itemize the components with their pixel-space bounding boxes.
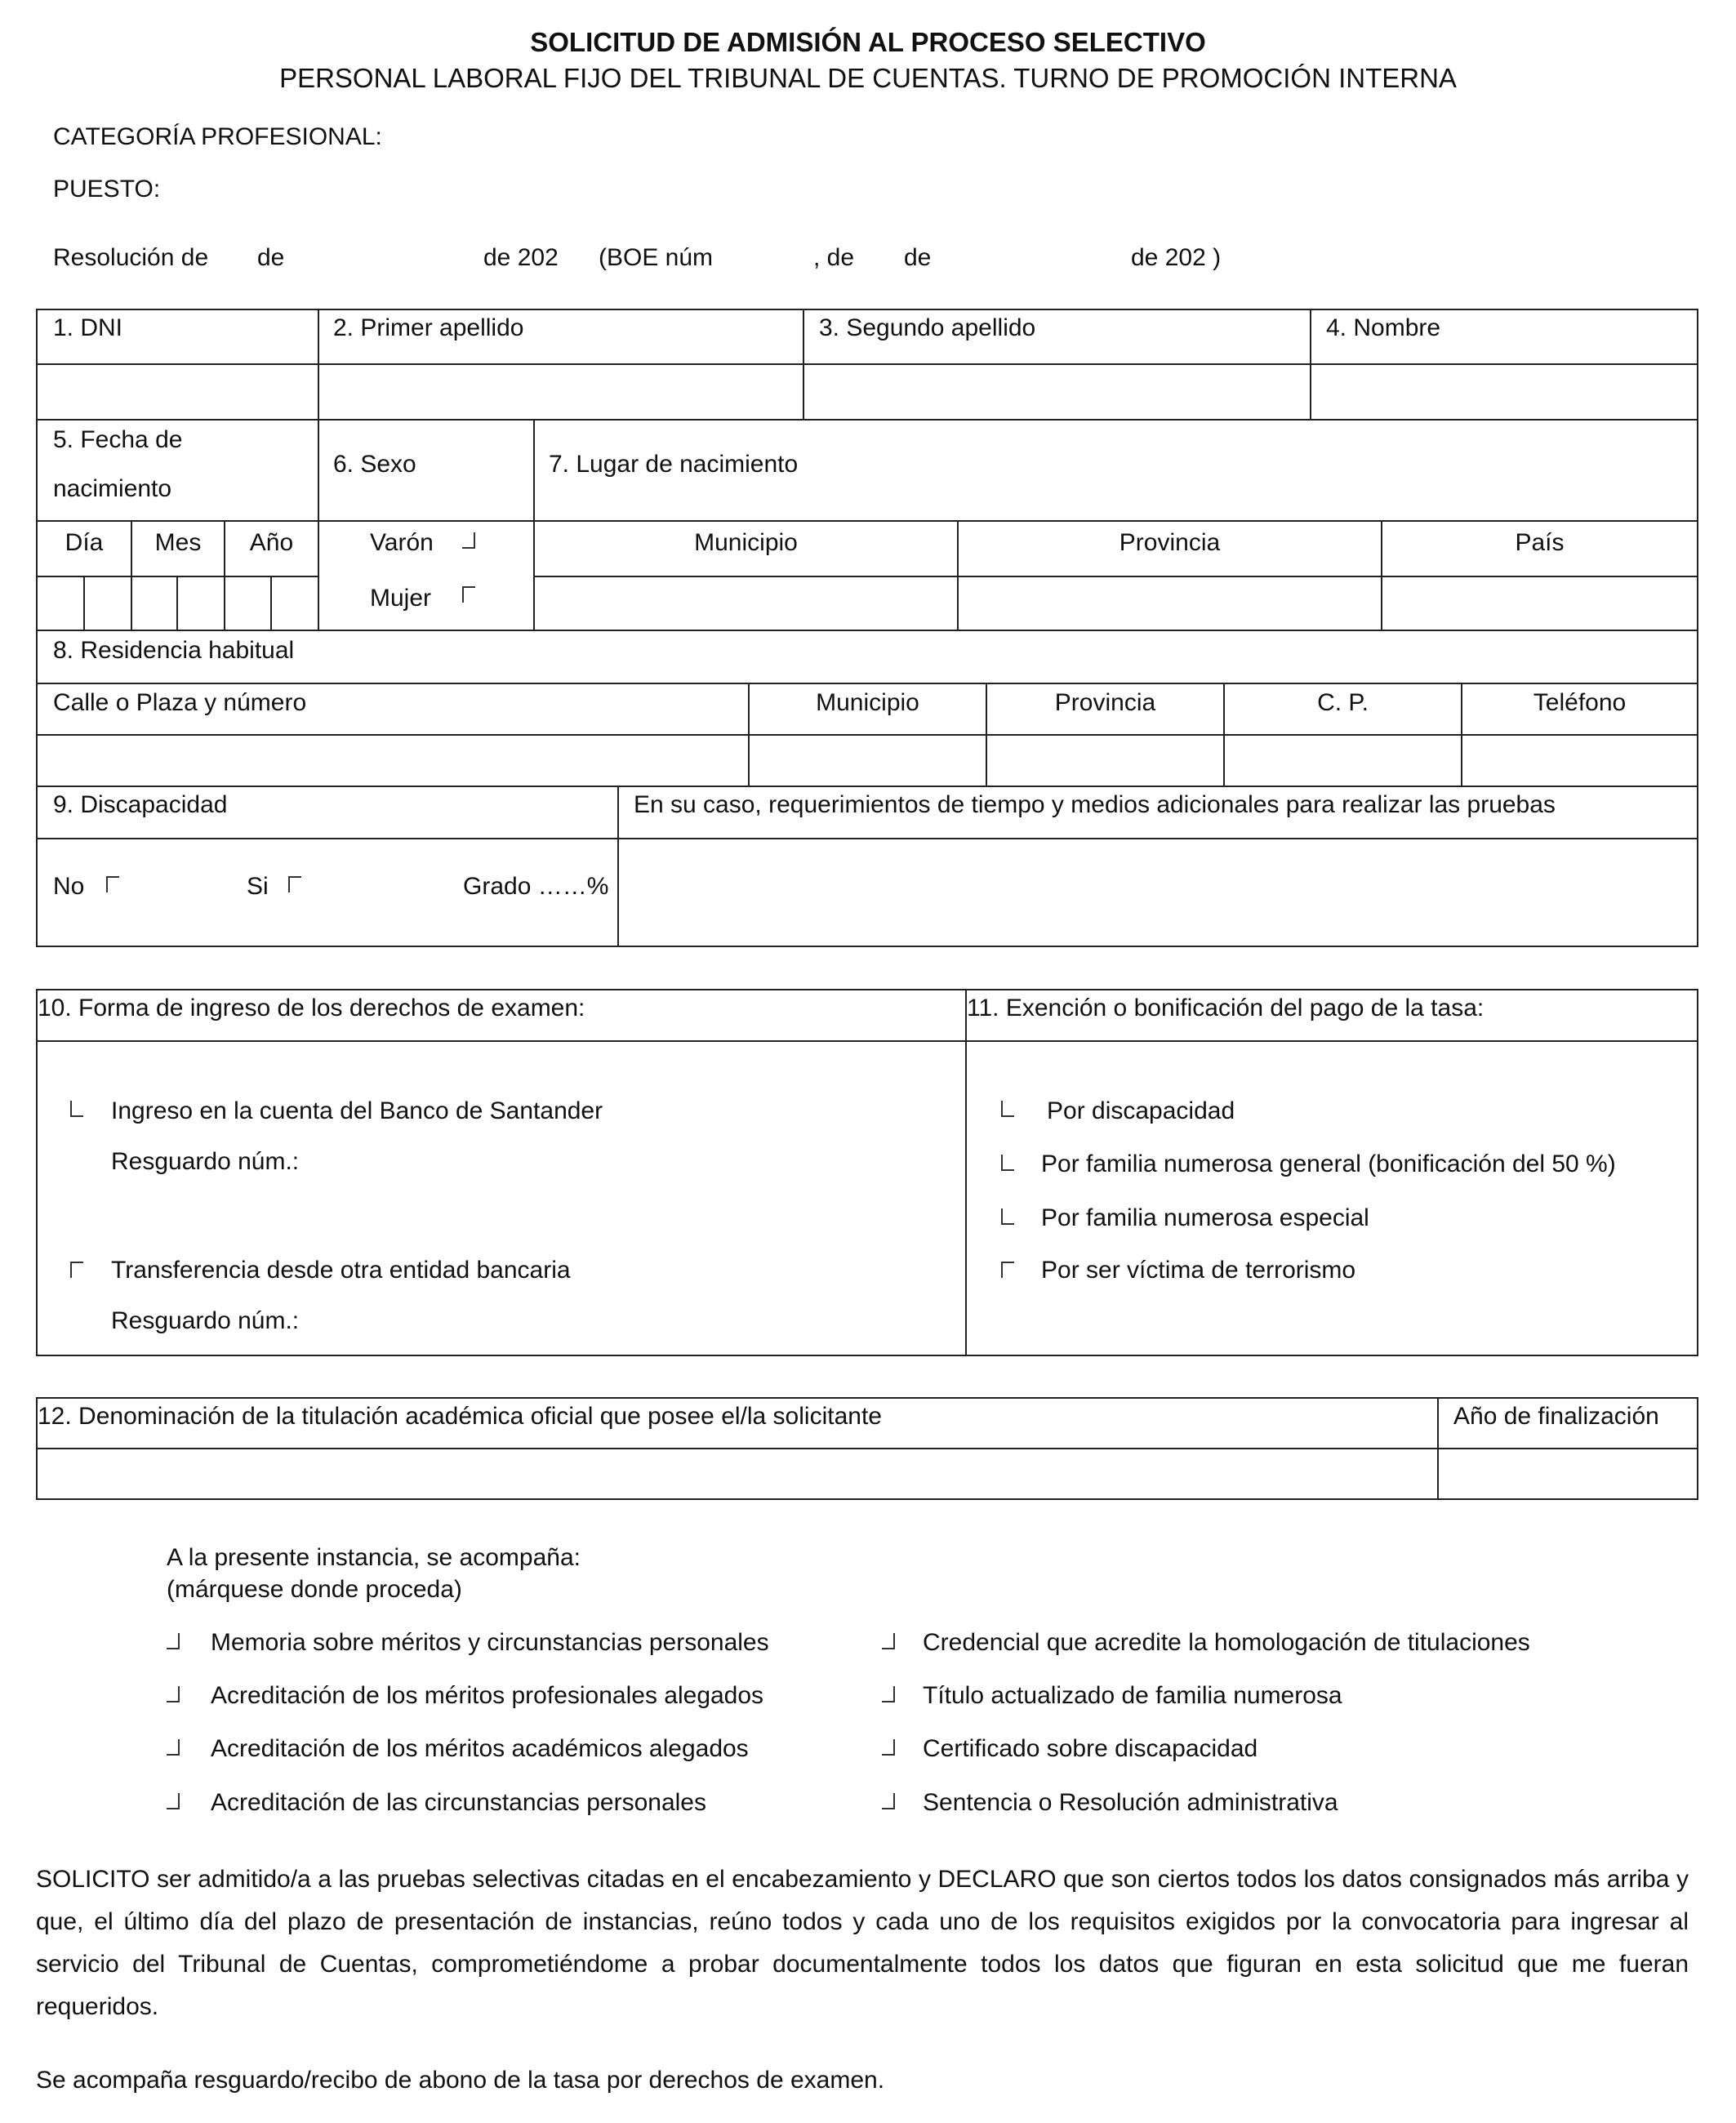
resolucion-text-4: (BOE núm — [599, 244, 714, 271]
res-municipio-field[interactable] — [750, 736, 986, 786]
dni-field[interactable] — [38, 365, 318, 419]
mujer-label: Mujer — [370, 585, 432, 612]
puesto-label: PUESTO: — [53, 176, 161, 203]
attach-familia-checkbox[interactable] — [882, 1686, 895, 1702]
fecha-label-2: nacimiento — [53, 475, 172, 502]
resolucion-text-2: de — [257, 244, 285, 271]
resolucion-text-3: de 202 — [483, 244, 559, 271]
fecha-label-1: 5. Fecha de — [53, 426, 183, 453]
attach-certificado-checkbox[interactable] — [882, 1739, 895, 1756]
attach-credencial-label: Credencial que acredite la homologación de titulaciones — [923, 1629, 1530, 1656]
no-label: No — [53, 873, 85, 900]
attach-academicos-label: Acreditación de los méritos académicos alegados — [211, 1735, 749, 1762]
calle-field[interactable] — [38, 736, 748, 786]
attach-sentencia-checkbox[interactable] — [882, 1793, 895, 1809]
nombre-field[interactable] — [1311, 365, 1697, 419]
si-checkbox[interactable] — [288, 876, 301, 892]
categoria-label: CATEGORÍA PROFESIONAL: — [53, 123, 382, 150]
exencion-label: 11. Exención o bonificación del pago de la tasa: — [967, 995, 1485, 1021]
attach-circunstancias-checkbox[interactable] — [167, 1793, 180, 1809]
titulacion-label: 12. Denominación de la titulación académica oficial que posee el/la solicitante — [38, 1403, 882, 1430]
attach-sentencia-label: Sentencia o Resolución administrativa — [923, 1789, 1338, 1816]
acompana-intro: A la presente instancia, se acompaña: — [167, 1544, 581, 1571]
ingreso-santander-checkbox[interactable] — [70, 1101, 83, 1117]
solicito-paragraph: SOLICITO ser admitido/a a las pruebas selectivas citadas en el encabezamiento y DECLARO que son ciertos todos los datos consignados más arriba y que, el último día del plazo de presentación de instancias, reúno todos y cada uno de los requisitos exigidos por la convocatoria para ingresar al servicio del Tribunal de Cuentas, comprometiéndome a probar documentalmente todos los datos que figuran en esta solicitud que me fueran requeridos. — [36, 1866, 1689, 2020]
residencia-label: 8. Residencia habitual — [53, 637, 295, 664]
grado-label: Grado ……% — [463, 873, 609, 900]
transferencia-checkbox[interactable] — [70, 1262, 83, 1278]
no-checkbox[interactable] — [106, 876, 119, 892]
segundo-apellido-label: 3. Segundo apellido — [819, 314, 1036, 341]
dia-label: Día — [65, 529, 104, 556]
forma-ingreso-label: 10. Forma de ingreso de los derechos de examen: — [38, 995, 585, 1021]
nac-pais-label: País — [1515, 529, 1565, 556]
nac-provincia-field[interactable] — [959, 577, 1381, 630]
attach-familia-label: Título actualizado de familia numerosa — [923, 1682, 1342, 1709]
attach-academicos-checkbox[interactable] — [167, 1739, 180, 1756]
cp-field[interactable] — [1225, 736, 1461, 786]
ingreso-santander-label: Ingreso en la cuenta del Banco de Santander — [111, 1097, 603, 1124]
mes-label: Mes — [154, 529, 202, 556]
form-subtitle: PERSONAL LABORAL FIJO DEL TRIBUNAL DE CUENTAS. TURNO DE PROMOCIÓN INTERNA — [279, 63, 1457, 93]
nac-municipio-label: Municipio — [694, 529, 798, 556]
requerimientos-field[interactable] — [619, 839, 1697, 946]
attach-certificado-label: Certificado sobre discapacidad — [923, 1735, 1258, 1762]
ex-familia-general-label: Por familia numerosa general (bonificación del 50 %) — [1041, 1151, 1616, 1177]
requerimientos-label: En su caso, requerimientos de tiempo y medios adicionales para realizar las pruebas — [634, 791, 1556, 818]
attach-memoria-label: Memoria sobre méritos y circunstancias personales — [211, 1629, 769, 1656]
mujer-checkbox[interactable] — [462, 586, 475, 603]
ex-familia-general-checkbox[interactable] — [1001, 1155, 1014, 1171]
nac-pais-field[interactable] — [1382, 577, 1697, 630]
resolucion-text-6: de — [904, 244, 932, 271]
acompana-note: (márquese donde proceda) — [167, 1576, 462, 1603]
attach-profesionales-label: Acreditación de los méritos profesionales alegados — [211, 1682, 764, 1709]
varon-label: Varón — [370, 529, 434, 556]
res-provincia-field[interactable] — [987, 736, 1223, 786]
attach-profesionales-checkbox[interactable] — [167, 1686, 180, 1702]
nac-municipio-field[interactable] — [535, 577, 957, 630]
nombre-label: 4. Nombre — [1326, 314, 1441, 341]
acompana-resguardo-text: Se acompaña resguardo/recibo de abono de la tasa por derechos de examen. — [36, 2067, 885, 2094]
resguardo-1-label: Resguardo núm.: — [111, 1148, 300, 1175]
anio-finalizacion-label: Año de finalización — [1453, 1403, 1659, 1430]
nac-provincia-label: Provincia — [1119, 529, 1221, 556]
res-provincia-label: Provincia — [1054, 689, 1156, 716]
attach-circunstancias-label: Acreditación de las circunstancias personales — [211, 1789, 706, 1816]
titulacion-field[interactable] — [38, 1449, 1437, 1498]
primer-apellido-label: 2. Primer apellido — [333, 314, 524, 341]
resguardo-2-label: Resguardo núm.: — [111, 1307, 300, 1334]
telefono-field[interactable] — [1462, 736, 1697, 786]
dni-label: 1. DNI — [53, 314, 123, 341]
anio-finalizacion-field[interactable] — [1439, 1449, 1697, 1498]
sexo-label: 6. Sexo — [333, 451, 416, 478]
resolucion-text-1: Resolución de — [53, 244, 209, 271]
attach-credencial-checkbox[interactable] — [882, 1633, 895, 1649]
discapacidad-label: 9. Discapacidad — [53, 791, 228, 818]
resolucion-text-7: de 202 ) — [1131, 244, 1222, 271]
ex-terrorismo-label: Por ser víctima de terrorismo — [1041, 1257, 1356, 1284]
resolucion-text-5: , de — [813, 244, 855, 271]
segundo-apellido-field[interactable] — [804, 365, 1310, 419]
ex-familia-especial-label: Por familia numerosa especial — [1041, 1204, 1369, 1231]
calle-label: Calle o Plaza y número — [53, 689, 307, 716]
ex-discapacidad-checkbox[interactable] — [1001, 1101, 1014, 1117]
varon-checkbox[interactable] — [462, 532, 475, 549]
ex-familia-especial-checkbox[interactable] — [1001, 1208, 1014, 1225]
si-label: Si — [247, 873, 269, 900]
telefono-label: Teléfono — [1533, 689, 1627, 716]
attach-memoria-checkbox[interactable] — [167, 1633, 180, 1649]
form-title: SOLICITUD DE ADMISIÓN AL PROCESO SELECTIVO — [530, 27, 1206, 57]
res-municipio-label: Municipio — [816, 689, 919, 716]
anio-label: Año — [249, 529, 294, 556]
lugar-nacimiento-label: 7. Lugar de nacimiento — [549, 451, 799, 478]
transferencia-label: Transferencia desde otra entidad bancaria — [111, 1257, 571, 1284]
fecha-nacimiento-field[interactable] — [38, 577, 318, 630]
primer-apellido-field[interactable] — [319, 365, 803, 419]
cp-label: C. P. — [1317, 689, 1369, 716]
ex-discapacidad-label: Por discapacidad — [1047, 1097, 1235, 1124]
ex-terrorismo-checkbox[interactable] — [1001, 1262, 1014, 1278]
